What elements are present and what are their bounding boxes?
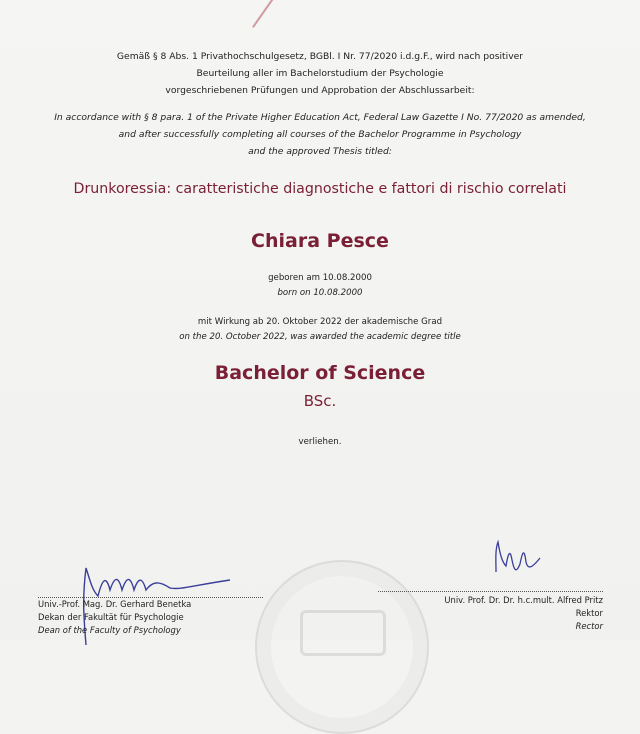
birth-date xyxy=(0,271,640,301)
seal-emblem xyxy=(300,610,386,656)
intro-en-line: and after successfully completing all courses of the Bachelor Programme in Psychology xyxy=(118,129,522,140)
born-en: born on 10.08.2000 xyxy=(277,288,363,298)
effective-de: mit Wirkung ab 20. Oktober 2022 der akademische Grad xyxy=(197,317,443,327)
born-de: geboren am 10.08.2000 xyxy=(268,273,372,283)
dean-title-en: Dean of the Faculty of Psychology xyxy=(38,625,181,635)
rector-name: Univ. Prof. Dr. Dr. h.c.mult. Alfred Pritz xyxy=(444,595,603,605)
rector-signature xyxy=(490,540,560,590)
degree-title: Bachelor of Science xyxy=(214,362,426,384)
thesis-title: Drunkoressia: caratteristiche diagnostiche e fattori di rischio correlati xyxy=(73,181,567,197)
graduate-name: Chiara Pesce xyxy=(251,230,389,252)
rector-signature-line xyxy=(378,591,603,592)
intro-german xyxy=(0,48,640,99)
red-pen-mark xyxy=(252,0,277,28)
intro-english xyxy=(0,109,640,160)
conferred-text: verliehen. xyxy=(298,437,342,447)
rector-title-en: Rector xyxy=(575,621,603,631)
effective-date xyxy=(0,315,640,345)
intro-de-line: vorgeschriebenen Prüfungen und Approbation der Abschlussarbeit: xyxy=(165,85,475,96)
intro-en-line: and the approved Thesis titled: xyxy=(248,146,392,157)
intro-de-line: Beurteilung aller im Bachelorstudium der Psychologie xyxy=(196,68,444,79)
intro-de-line: Gemäß § 8 Abs. 1 Privathochschulgesetz, BGBl. I Nr. 77/2020 i.d.g.F., wird nach positiver xyxy=(116,51,524,62)
dean-title-de: Dekan der Fakultät für Psychologie xyxy=(38,612,184,622)
degree-abbreviation: BSc. xyxy=(303,392,337,410)
rector-block xyxy=(400,594,603,633)
dean-name: Univ.-Prof. Mag. Dr. Gerhard Benetka xyxy=(38,599,192,609)
rector-title-de: Rektor xyxy=(575,608,603,618)
dean-block xyxy=(38,598,191,637)
intro-en-line: In accordance with § 8 para. 1 of the Private Higher Education Act, Federal Law Gazette I No. 77/2020 as amended, xyxy=(54,112,586,123)
effective-en: on the 20. October 2022, was awarded the academic degree title xyxy=(179,332,461,342)
